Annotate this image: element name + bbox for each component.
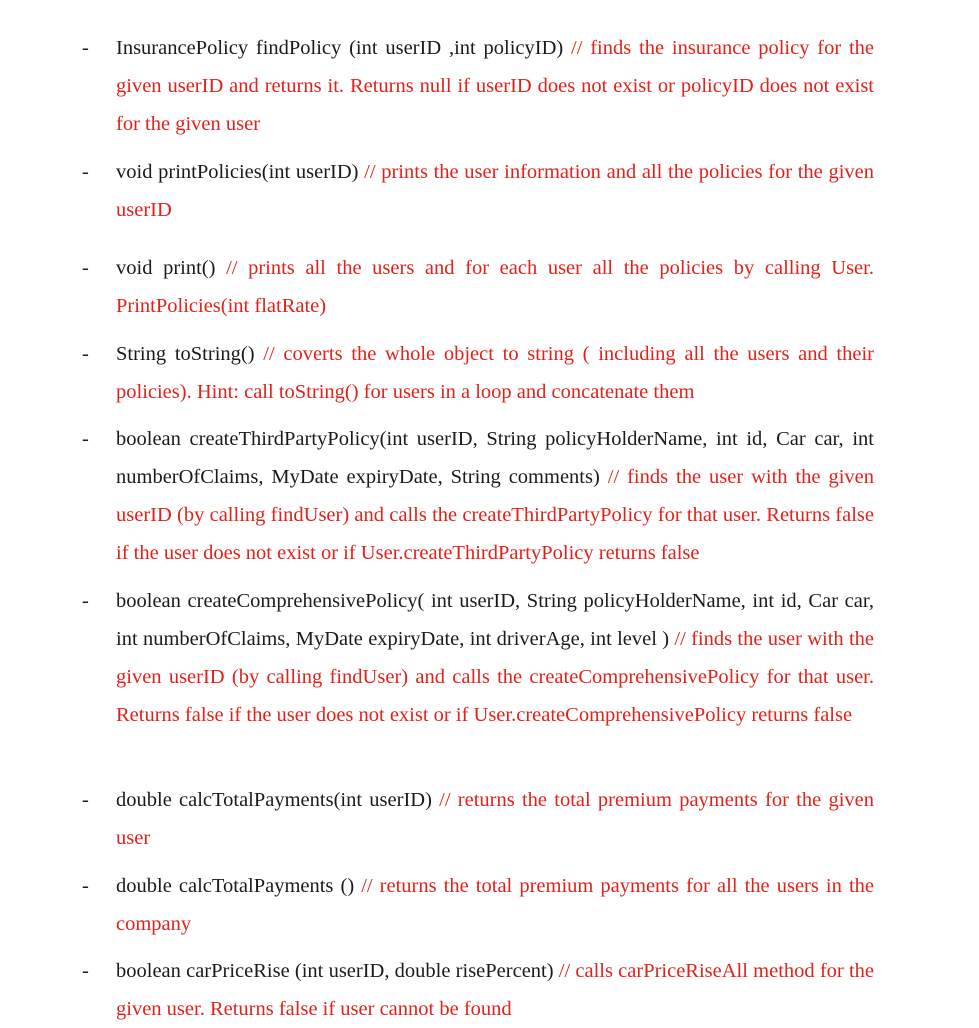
method-comment: // calls carPriceRiseAll method for the given user. Returns false if user cannot be found — [116, 960, 875, 1020]
method-comment: // returns the total premium payments for the given user — [116, 789, 874, 849]
method-signature: boolean createComprehensivePolicy( int userID, String policyHolderName, int id, Car car, int numberOfClaims, MyDate expiryDate, int driverAge, int level ) — [116, 590, 874, 650]
method-description — [116, 952, 874, 1028]
list-bullet: - — [82, 343, 89, 365]
method-signature: double calcTotalPayments(int userID) — [116, 789, 432, 811]
method-signature: void printPolicies(int userID) — [116, 161, 359, 183]
method-description — [116, 420, 874, 572]
list-bullet: - — [82, 590, 89, 612]
method-signature: void print() — [116, 257, 216, 279]
method-comment: // prints the user information and all the policies for the given userID — [116, 161, 874, 221]
method-description — [116, 867, 874, 943]
method-comment: // finds the insurance policy for the given userID and returns it. Returns null if userID does not exist or policyID does not exist for the given user — [116, 37, 875, 135]
method-description — [116, 582, 874, 734]
list-bullet: - — [82, 960, 89, 982]
method-description — [116, 335, 874, 411]
method-comment: // prints all the users and for each user all the policies by calling User. PrintPolicies(int flatRate) — [116, 257, 874, 317]
method-signature: double calcTotalPayments () — [116, 875, 355, 897]
method-description — [116, 153, 874, 229]
method-comment: // finds the user with the given userID (by calling findUser) and calls the createComprehensivePolicy for that user. Returns false if the user does not exist or if User.createComprehensivePolicy returns false — [116, 628, 874, 726]
method-signature: boolean createThirdPartyPolicy(int userID, String policyHolderName, int id, Car car, int numberOfClaims, MyDate expiryDate, String comments) — [116, 428, 874, 488]
method-description — [116, 249, 874, 325]
method-description — [116, 29, 874, 143]
list-bullet: - — [82, 789, 89, 811]
list-bullet: - — [82, 875, 89, 897]
method-signature: InsurancePolicy findPolicy (int userID ,int policyID) — [116, 37, 564, 59]
list-bullet: - — [82, 37, 89, 59]
method-comment: // returns the total premium payments for all the users in the company — [116, 875, 874, 935]
list-bullet: - — [82, 161, 89, 183]
method-comment: // coverts the whole object to string ( including all the users and their policies). Hint: call toString() for users in a loop and concatenate them — [116, 343, 875, 403]
method-comment: // finds the user with the given userID (by calling findUser) and calls the createThirdPartyPolicy for that user. Returns false if the user does not exist or if User.createThirdPartyPolicy returns false — [116, 466, 875, 564]
method-description — [116, 781, 874, 857]
list-bullet: - — [82, 257, 89, 279]
method-signature: String toString() — [116, 343, 255, 365]
method-signature: boolean carPriceRise (int userID, double risePercent) — [116, 960, 554, 982]
list-bullet: - — [82, 428, 89, 450]
